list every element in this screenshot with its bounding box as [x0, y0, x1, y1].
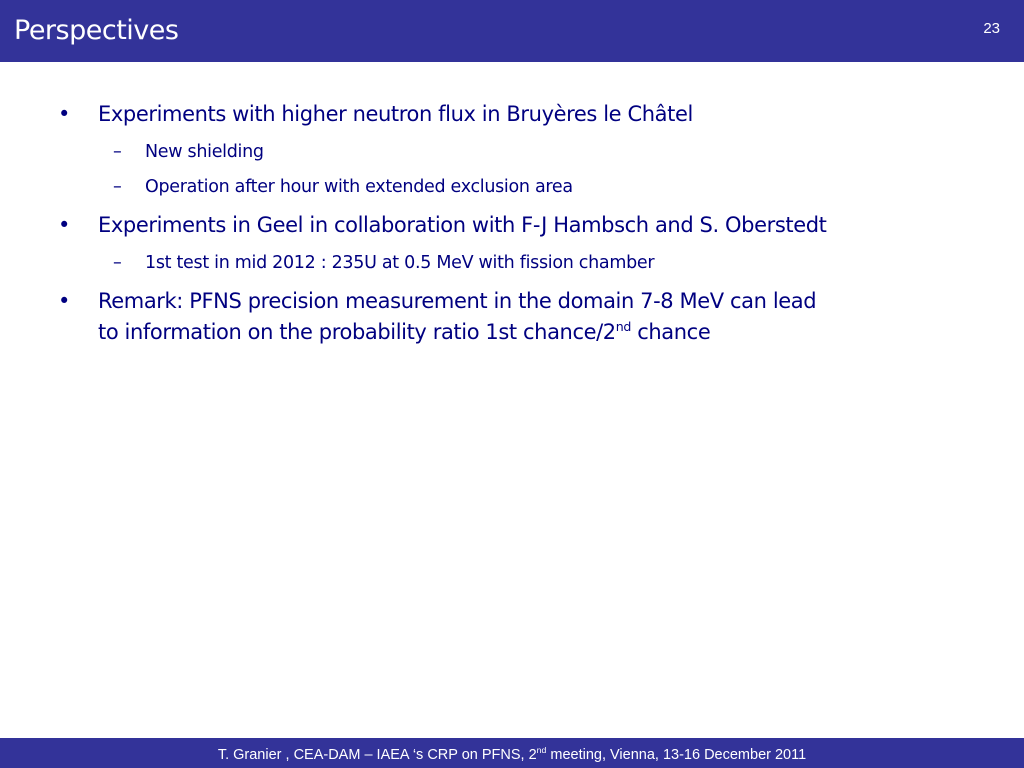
dash-icon: –: [113, 142, 122, 162]
sub-bullet-text: New shielding: [145, 142, 264, 162]
footer-text: T. Granier , CEA-DAM – IAEA ‘s CRP on PFNS, 2nd meeting, Vienna, 13-16 December 2011: [217, 745, 807, 763]
dash-icon: –: [113, 253, 122, 273]
bullet-text: Experiments in Geel in collaboration with F-J Hambsch and S. Oberstedt: [98, 213, 827, 237]
superscript: nd: [615, 319, 631, 334]
sub-bullet-text: Operation after hour with extended exclusion area: [145, 177, 573, 197]
bullet-icon: •: [58, 289, 70, 313]
superscript: nd: [536, 745, 547, 756]
footer-bar: [0, 738, 1024, 768]
dash-icon: –: [113, 177, 122, 197]
bullet-icon: •: [58, 213, 70, 237]
slide-title: Perspectives: [14, 15, 179, 46]
bullet-text-line: Remark: PFNS precision measurement in the domain 7-8 MeV can lead: [98, 289, 817, 313]
bullet-icon: •: [58, 102, 70, 126]
bullet-text-line: to information on the probability ratio 1st chance/2nd chance: [98, 319, 711, 344]
sub-bullet-text: 1st test in mid 2012 : 235U at 0.5 MeV with fission chamber: [145, 253, 655, 273]
bullet-text: Experiments with higher neutron flux in Bruyères le Châtel: [98, 102, 693, 126]
page-number: 23: [983, 20, 1000, 37]
